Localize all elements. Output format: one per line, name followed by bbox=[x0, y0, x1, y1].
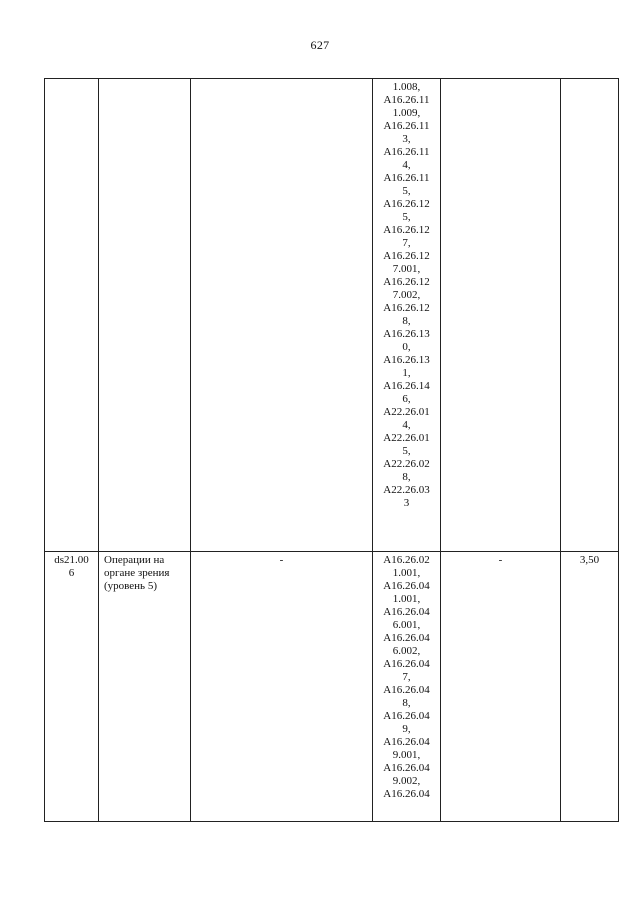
cell-line: A16.26.04 bbox=[383, 736, 430, 748]
cell-line: A16.26.11 bbox=[383, 120, 430, 132]
cell-line: 8, bbox=[402, 697, 411, 709]
cell-line: A16.26.12 bbox=[383, 276, 430, 288]
cell-line: A16.26.12 bbox=[383, 224, 430, 236]
cell-line: 6.001, bbox=[392, 619, 421, 631]
table-row bbox=[45, 79, 619, 552]
cell-line: A16.26.04 bbox=[383, 658, 430, 670]
cell-col-a: - bbox=[191, 552, 373, 822]
cell-coefficient: 3,50 bbox=[561, 552, 619, 822]
cell-line: 1, bbox=[402, 367, 411, 379]
cell-col-a bbox=[191, 79, 373, 552]
cell-line: A16.26.11 bbox=[383, 94, 430, 106]
cell-line: A16.26.04 bbox=[383, 788, 430, 800]
cell-line: A16.26.02 bbox=[383, 554, 430, 566]
cell-line: 1.001, bbox=[392, 567, 421, 579]
cell-line: A16.26.04 bbox=[383, 580, 430, 592]
cell-line: 8, bbox=[402, 315, 411, 327]
table-row bbox=[45, 552, 619, 822]
cell-line: 6, bbox=[402, 393, 411, 405]
cell-line: A16.26.11 bbox=[383, 172, 430, 184]
cell-line: 1.008, bbox=[392, 81, 421, 93]
page-number: 627 bbox=[310, 38, 330, 52]
cell-line: A16.26.12 bbox=[383, 250, 430, 262]
cell-line: A16.26.14 bbox=[383, 380, 430, 392]
cell-line: 7.002, bbox=[392, 289, 421, 301]
cell-name bbox=[99, 79, 191, 552]
cell-line: 8, bbox=[402, 471, 411, 483]
cell-line: 1.001, bbox=[392, 593, 421, 605]
cell-service-codes bbox=[373, 79, 441, 552]
cell-line: органе зрения bbox=[104, 567, 170, 579]
cell-line: 9, bbox=[402, 723, 411, 735]
cell-line: A22.26.01 bbox=[383, 406, 430, 418]
cell-line: 6.002, bbox=[392, 645, 421, 657]
tariff-table bbox=[44, 78, 619, 822]
cell-line: 7, bbox=[402, 237, 411, 249]
cell-line: A16.26.04 bbox=[383, 762, 430, 774]
cell-line: A16.26.12 bbox=[383, 302, 430, 314]
cell-line: A16.26.04 bbox=[383, 632, 430, 644]
cell-line: A16.26.11 bbox=[383, 146, 430, 158]
cell-line: 1.009, bbox=[392, 107, 421, 119]
cell-code bbox=[45, 79, 99, 552]
cell-col-b bbox=[441, 79, 561, 552]
cell-line: A16.26.13 bbox=[383, 328, 430, 340]
cell-line: 4, bbox=[402, 419, 411, 431]
cell-line: 5, bbox=[402, 211, 411, 223]
cell-line: A16.26.12 bbox=[383, 198, 430, 210]
cell-coefficient bbox=[561, 79, 619, 552]
cell-line: 6 bbox=[68, 567, 75, 579]
cell-line: A22.26.02 bbox=[383, 458, 430, 470]
cell-col-b: - bbox=[441, 552, 561, 822]
cell-line: 7.001, bbox=[392, 263, 421, 275]
cell-code bbox=[45, 552, 99, 822]
cell-line: 3 bbox=[403, 497, 410, 509]
cell-line: 7, bbox=[402, 671, 411, 683]
cell-line: 0, bbox=[402, 341, 411, 353]
cell-line: A22.26.01 bbox=[383, 432, 430, 444]
cell-line: 4, bbox=[402, 159, 411, 171]
cell-line: A16.26.04 bbox=[383, 684, 430, 696]
cell-line: A16.26.04 bbox=[383, 710, 430, 722]
cell-line: A22.26.03 bbox=[383, 484, 430, 496]
cell-line: A16.26.13 bbox=[383, 354, 430, 366]
cell-line: 9.001, bbox=[392, 749, 421, 761]
cell-line: 5, bbox=[402, 185, 411, 197]
cell-line: ds21.00 bbox=[54, 554, 89, 566]
cell-line: 9.002, bbox=[392, 775, 421, 787]
cell-service-codes bbox=[373, 552, 441, 822]
cell-line: 5, bbox=[402, 445, 411, 457]
cell-line: (уровень 5) bbox=[104, 580, 157, 592]
cell-name bbox=[99, 552, 191, 822]
cell-line: A16.26.04 bbox=[383, 606, 430, 618]
cell-line: 3, bbox=[402, 133, 411, 145]
cell-line: Операции на bbox=[104, 554, 165, 566]
